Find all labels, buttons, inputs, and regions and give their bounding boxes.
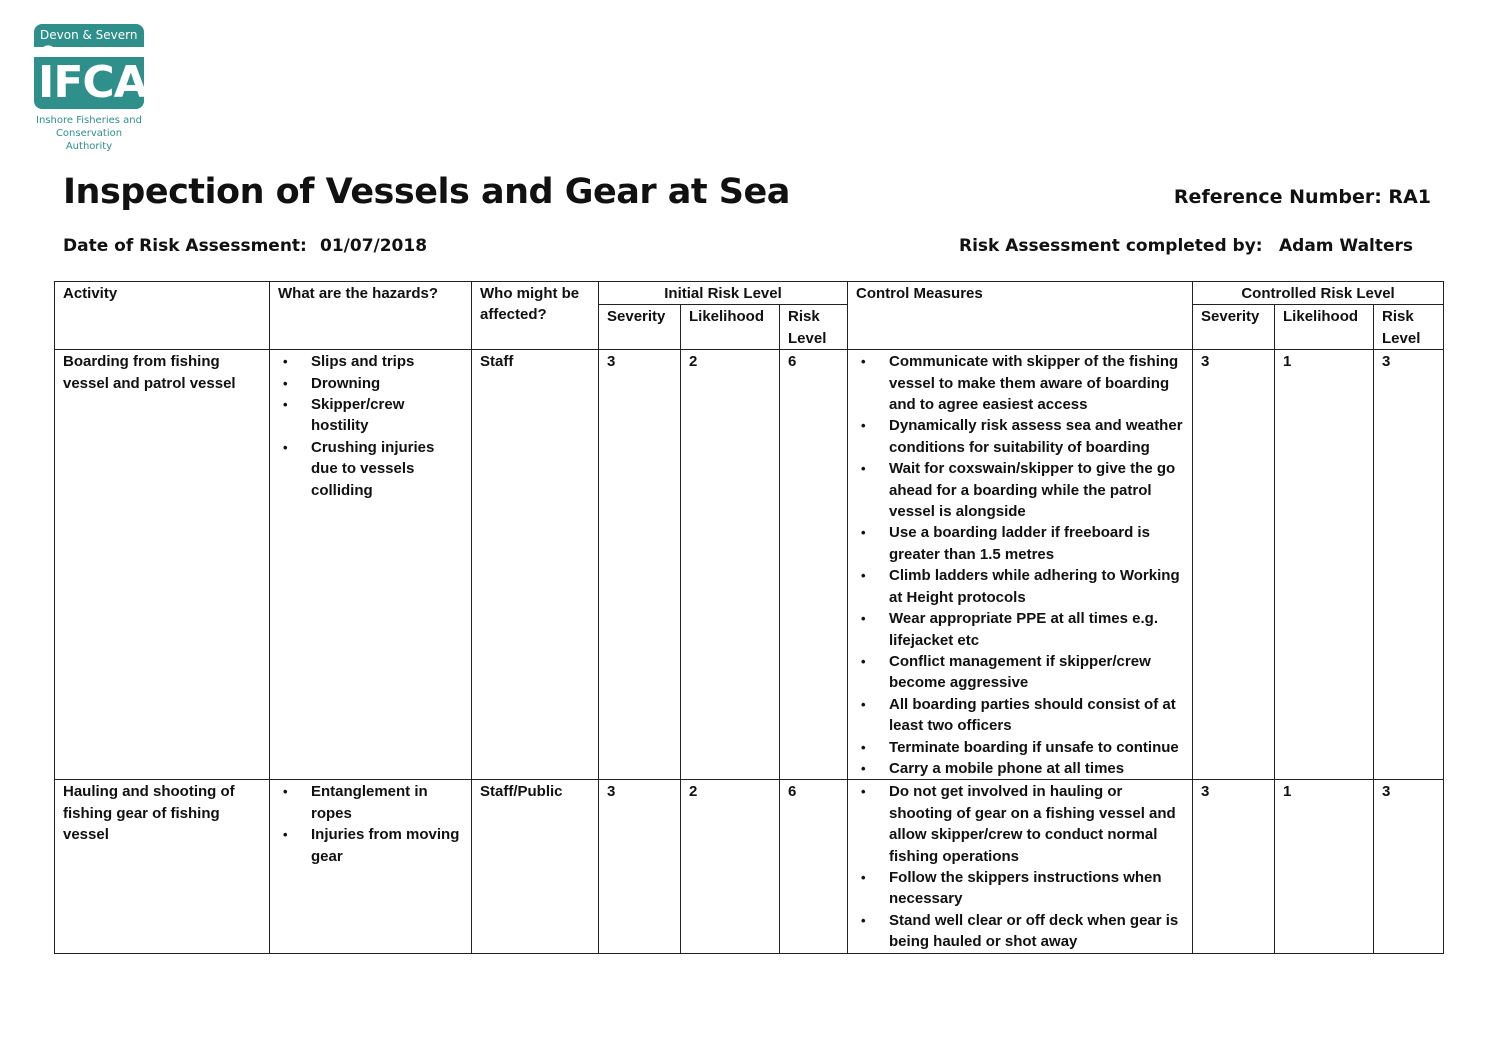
list-item: • Injuries from moving gear <box>311 824 463 867</box>
header-initial-risk-level: Risk Level <box>780 305 848 350</box>
list-item: • All boarding parties should consist of at least two officers <box>889 694 1184 737</box>
initial-risk-cell: 6 <box>780 350 848 780</box>
controlled-severity-cell: 3 <box>1193 780 1275 953</box>
controlled-severity-cell: 3 <box>1193 350 1275 780</box>
controlled-risk-cell: 3 <box>1374 350 1444 780</box>
activity-cell: Boarding from fishing vessel and patrol vessel <box>55 350 270 780</box>
list-item: • Dynamically risk assess sea and weather conditions for suitability of boarding <box>889 415 1184 458</box>
list-item: • Climb ladders while adhering to Working at Height protocols <box>889 565 1184 608</box>
completed-by-value: Adam Walters <box>1279 236 1414 256</box>
reference-number: Reference Number: RA1 <box>1173 186 1431 208</box>
list-item: • Drowning <box>311 373 463 394</box>
controlled-likelihood-cell: 1 <box>1275 350 1374 780</box>
activity-cell: Hauling and shooting of fishing gear of fishing vessel <box>55 780 270 953</box>
header-controlled-severity: Severity <box>1193 305 1275 350</box>
list-item: • Wait for coxswain/skipper to give the go ahead for a boarding while the patrol vessel is alongside <box>889 458 1184 522</box>
logo-main-text <box>34 57 147 109</box>
table-row <box>55 780 1444 953</box>
fish-icon <box>40 45 56 53</box>
header-initial-severity: Severity <box>599 305 681 350</box>
logo-sub-line2: Conservation Authority <box>55 128 123 152</box>
hazard-list <box>278 351 463 501</box>
controls-cell <box>848 350 1193 780</box>
logo-subtitle <box>34 114 144 153</box>
header-controlled-likelihood: Likelihood <box>1275 305 1374 350</box>
who-cell: Staff/Public <box>472 780 599 953</box>
initial-severity-cell: 3 <box>599 780 681 953</box>
header-controls: Control Measures <box>848 282 1193 350</box>
list-item: • Terminate boarding if unsafe to continue <box>889 737 1184 758</box>
control-list <box>856 781 1184 952</box>
header-who: Who might be affected? <box>472 282 599 350</box>
date-value: 01/07/2018 <box>320 236 428 256</box>
list-item: • Carry a mobile phone at all times <box>889 758 1184 779</box>
header-controlled-risk-level: Risk Level <box>1374 305 1444 350</box>
header-controlled-risk: Controlled Risk Level <box>1193 282 1444 305</box>
list-item: • Stand well clear or off deck when gear is being hauled or shot away <box>889 910 1184 953</box>
list-item: • Conflict management if skipper/crew become aggressive <box>889 651 1184 694</box>
completed-by-label: Risk Assessment completed by: <box>959 236 1263 256</box>
list-item: • Do not get involved in hauling or shooting of gear on a fishing vessel and allow skipper/crew to conduct normal fishing operations <box>889 781 1184 867</box>
initial-severity-cell: 3 <box>599 350 681 780</box>
logo-ifca: IFCA <box>38 57 147 108</box>
hazards-cell <box>270 350 472 780</box>
list-item: • Slips and trips <box>311 351 463 372</box>
header-row-1 <box>55 282 1444 305</box>
who-cell: Staff <box>472 350 599 780</box>
initial-likelihood-cell: 2 <box>681 350 780 780</box>
controlled-risk-cell: 3 <box>1374 780 1444 953</box>
list-item: • Wear appropriate PPE at all times e.g. lifejacket etc <box>889 608 1184 651</box>
list-item: • Follow the skippers instructions when necessary <box>889 867 1184 910</box>
initial-risk-cell: 6 <box>780 780 848 953</box>
header-initial-risk: Initial Risk Level <box>599 282 848 305</box>
header-hazards: What are the hazards? <box>270 282 472 350</box>
hazard-list <box>278 781 463 867</box>
list-item: • Skipper/crew hostility <box>311 394 463 437</box>
header-initial-likelihood: Likelihood <box>681 305 780 350</box>
initial-likelihood-cell: 2 <box>681 780 780 953</box>
table-row <box>55 350 1444 780</box>
controls-cell <box>848 780 1193 953</box>
header-activity: Activity <box>55 282 270 350</box>
page-title: Inspection of Vessels and Gear at Sea <box>63 172 790 212</box>
logo-sub-line1: Inshore Fisheries and <box>36 115 142 126</box>
hazards-cell <box>270 780 472 953</box>
date-label: Date of Risk Assessment: <box>63 236 307 256</box>
controlled-likelihood-cell: 1 <box>1275 780 1374 953</box>
ifca-logo <box>34 24 149 153</box>
list-item: • Communicate with skipper of the fishing vessel to make them aware of boarding and to agree easiest access <box>889 351 1184 415</box>
list-item: • Entanglement in ropes <box>311 781 463 824</box>
logo-top-text: Devon & Severn <box>34 24 144 47</box>
list-item: • Use a boarding ladder if freeboard is greater than 1.5 metres <box>889 522 1184 565</box>
list-item: • Crushing injuries due to vessels colliding <box>311 437 463 501</box>
control-list <box>856 351 1184 779</box>
risk-assessment-table <box>54 281 1444 954</box>
